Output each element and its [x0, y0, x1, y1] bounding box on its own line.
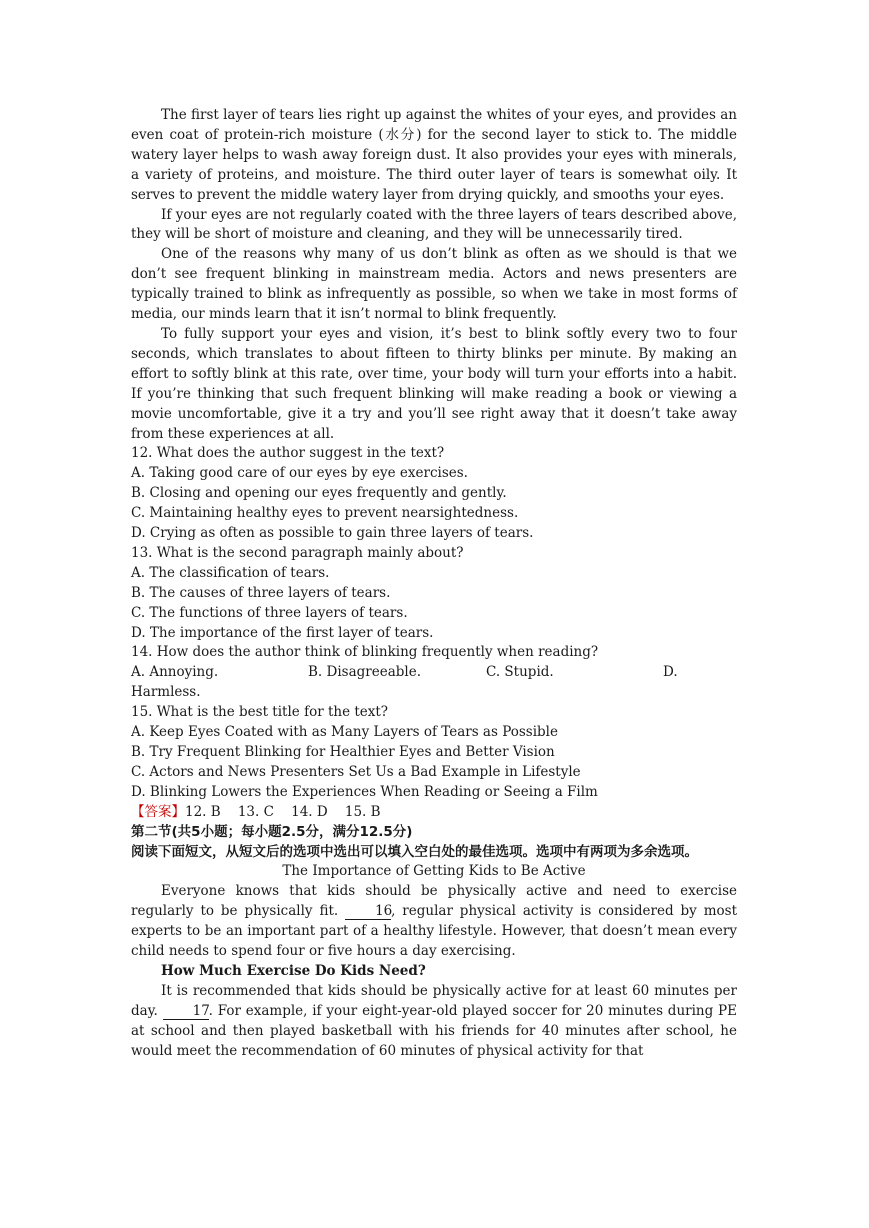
section-instructions: 阅读下面短文，从短文后的选项中选出可以填入空白处的最佳选项。选项中有两项为多余选项。 [131, 843, 698, 860]
question-12-stem: 12. What does the author suggest in the text? [131, 445, 445, 462]
question-14-option-d: D. [663, 664, 678, 681]
question-14-option-d-text: Harmless. [131, 684, 201, 701]
question-13-option-d: D. The importance of the first layer of tears. [131, 624, 434, 641]
article-paragraph-1-end: , regular physical activity is considered by most experts to be an important part of a healthy lifestyle. However, that doesn’t mean every child needs to spend four or five hours a day exercising. [131, 903, 737, 960]
question-13-stem: 13. What is the second paragraph mainly about? [131, 544, 464, 561]
article-subheading: How Much Exercise Do Kids Need? [161, 962, 426, 979]
blank-17: 17 [163, 1004, 209, 1020]
article-paragraph-1 [131, 882, 737, 962]
answer-text: 12. B 13. C 14. D 15. B [185, 803, 381, 820]
question-12-option-b: B. Closing and opening our eyes frequently and gently. [131, 485, 507, 502]
answer-line [131, 803, 737, 823]
article-paragraph-2 [131, 982, 737, 1062]
question-14-option-b: B. Disagreeable. [308, 664, 421, 681]
question-12-option-a: A. Taking good care of our eyes by eye exercises. [131, 465, 468, 482]
question-13-option-a: A. The classification of tears. [131, 564, 330, 581]
passage-paragraph-3: One of the reasons why many of us don’t blink as often as we should is that we don’t see frequent blinking in mainstream media. Actors and news presenters are typically trained to blink as infrequently as possible, so when we take in most forms of media, our minds learn that it isn’t normal to blink frequently. [131, 246, 737, 323]
question-14-stem: 14. How does the author think of blinking frequently when reading? [131, 644, 599, 661]
article-paragraph-1-start: Everyone knows that kids should be physically active and need to exercise regularly to be physically fit. [131, 883, 737, 920]
question-14-option-c: C. Stupid. [486, 664, 554, 681]
passage-paragraph-2: If your eyes are not regularly coated with the three layers of tears described above, they will be short of moisture and cleaning, and they will be unnecessarily tired. [131, 206, 737, 243]
passage-paragraph-4: To fully support your eyes and vision, it’s best to blink softly every two to four seconds, which translates to about fifteen to thirty blinks per minute. By making an effort to softly blink at this rate, over time, your body will turn your efforts into a habit. If you’re thinking that such frequent blinking will make reading a book or viewing a movie uncomfortable, give it a try and you’ll see right away that it doesn’t take away from these experiences at all. [131, 325, 737, 442]
article-title: The Importance of Getting Kids to Be Active [282, 863, 586, 880]
blank-16: 16 [345, 904, 391, 920]
document-page [131, 106, 737, 1062]
question-15-option-d: D. Blinking Lowers the Experiences When Reading or Seeing a Film [131, 783, 598, 800]
question-15-option-c: C. Actors and News Presenters Set Us a Bad Example in Lifestyle [131, 763, 581, 780]
question-12-option-d: D. Crying as often as possible to gain three layers of tears. [131, 525, 534, 542]
question-12-option-c: C. Maintaining healthy eyes to prevent nearsightedness. [131, 505, 519, 522]
question-15-stem: 15. What is the best title for the text? [131, 704, 389, 721]
question-13-option-b: B. The causes of three layers of tears. [131, 584, 391, 601]
question-14-options [131, 663, 737, 683]
question-15-option-b: B. Try Frequent Blinking for Healthier Eyes and Better Vision [131, 744, 555, 760]
section-heading: 第二节(共5小题；每小题2.5分，满分12.5分) [131, 823, 413, 840]
passage-paragraph-1: The first layer of tears lies right up against the whites of your eyes, and provides an even coat of protein-rich moisture (水分) for the second layer to stick to. The middle watery layer helps to wash away foreign dust. It also provides your eyes with minerals, a variety of proteins, and moisture. The third outer layer of tears is somewhat oily. It serves to prevent the middle watery layer from drying quickly, and smooths your eyes. [131, 107, 737, 203]
question-14-option-a: A. Annoying. [131, 664, 219, 681]
question-13-option-c: C. The functions of three layers of tears. [131, 604, 408, 621]
article-paragraph-2-start: It is recommended that kids should be physically active for at least 60 minutes per day. [131, 982, 737, 1019]
article-paragraph-2-end: . For example, if your eight-year-old played soccer for 20 minutes during PE at school and then played basketball with his friends for 40 minutes after school, he would meet the recommendation of 60 minutes of physical activity for that [131, 1002, 737, 1059]
question-15-option-a: A. Keep Eyes Coated with as Many Layers of Tears as Possible [131, 724, 558, 741]
answer-label: 【答案】 [131, 803, 185, 820]
